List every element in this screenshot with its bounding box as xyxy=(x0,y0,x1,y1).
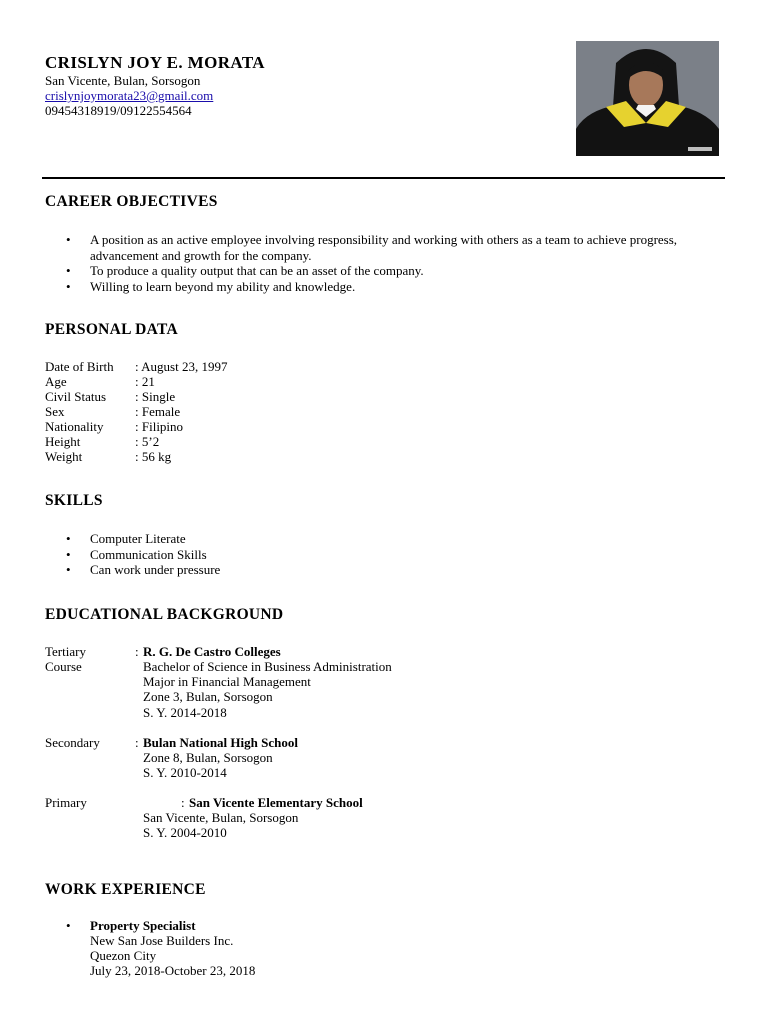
secondary-school-year: S. Y. 2010-2014 xyxy=(143,765,227,780)
list-item: • Computer Literate xyxy=(66,531,186,546)
list-item: • To produce a quality output that can be an asset of the company. xyxy=(66,263,424,278)
primary-school: San Vicente Elementary School xyxy=(189,795,363,810)
tertiary-address: Zone 3, Bulan, Sorsogon xyxy=(143,689,273,704)
tertiary-school-year: S. Y. 2014-2018 xyxy=(143,705,227,720)
employment-dates: July 23, 2018-October 23, 2018 xyxy=(90,963,256,978)
section-heading-educational-background: EDUCATIONAL BACKGROUND xyxy=(45,606,284,623)
skills-list xyxy=(45,531,725,578)
applicant-name: CRISLYN JOY E. MORATA xyxy=(45,53,265,72)
list-item: • A position as an active employee involving responsibility and working with others as a team to achieve progress, advancement and growth for the company. xyxy=(66,232,678,263)
primary-label: Primary xyxy=(45,795,87,810)
course-label: Course xyxy=(45,659,82,674)
section-heading-career-objectives: CAREER OBJECTIVES xyxy=(45,193,218,210)
course-major: Major in Financial Management xyxy=(143,674,311,689)
personal-data-row: Date of Birth : August 23, 1997 xyxy=(45,359,228,374)
header-divider xyxy=(42,177,725,179)
tertiary-school: R. G. De Castro Colleges xyxy=(143,644,281,659)
company-location: Quezon City xyxy=(90,948,157,963)
personal-data-row: Age : 21 xyxy=(45,374,155,389)
personal-data-row: Nationality : Filipino xyxy=(45,419,184,434)
career-objectives-list xyxy=(45,232,725,294)
list-item: • Can work under pressure xyxy=(66,562,221,577)
course-name: Bachelor of Science in Business Administration xyxy=(143,659,392,674)
graduation-portrait-image xyxy=(576,41,719,156)
applicant-photo xyxy=(576,41,719,156)
company-name: New San Jose Builders Inc. xyxy=(90,933,234,948)
address: San Vicente, Bulan, Sorsogon xyxy=(45,73,201,88)
primary-colon: : xyxy=(181,795,185,810)
primary-school-year: S. Y. 2004-2010 xyxy=(143,825,227,840)
secondary-label: Secondary xyxy=(45,735,100,750)
tertiary-label: Tertiary xyxy=(45,644,86,659)
list-item: • Communication Skills xyxy=(66,546,207,562)
section-heading-skills: SKILLS xyxy=(45,492,103,509)
section-heading-personal-data: PERSONAL DATA xyxy=(45,321,178,338)
phone-numbers: 09454318919/09122554564 xyxy=(45,103,192,118)
work-bullet: • xyxy=(66,918,71,933)
secondary-address: Zone 8, Bulan, Sorsogon xyxy=(143,750,273,765)
personal-data-row: Weight : 56 kg xyxy=(45,449,172,464)
personal-data-row: Sex : Female xyxy=(45,404,181,419)
tertiary-colon: : xyxy=(135,644,139,659)
secondary-colon: : xyxy=(135,735,139,750)
list-item: • Willing to learn beyond my ability and knowledge. xyxy=(66,278,356,294)
email-link[interactable]: crislynjoymorata23@gmail.com xyxy=(45,88,214,103)
job-title: Property Specialist xyxy=(90,918,196,933)
personal-data-row: Height : 5’2 xyxy=(45,434,160,449)
secondary-school: Bulan National High School xyxy=(143,735,298,750)
primary-address: San Vicente, Bulan, Sorsogon xyxy=(143,810,299,825)
personal-data-row: Civil Status : Single xyxy=(45,389,176,404)
section-heading-work-experience: WORK EXPERIENCE xyxy=(45,881,206,898)
